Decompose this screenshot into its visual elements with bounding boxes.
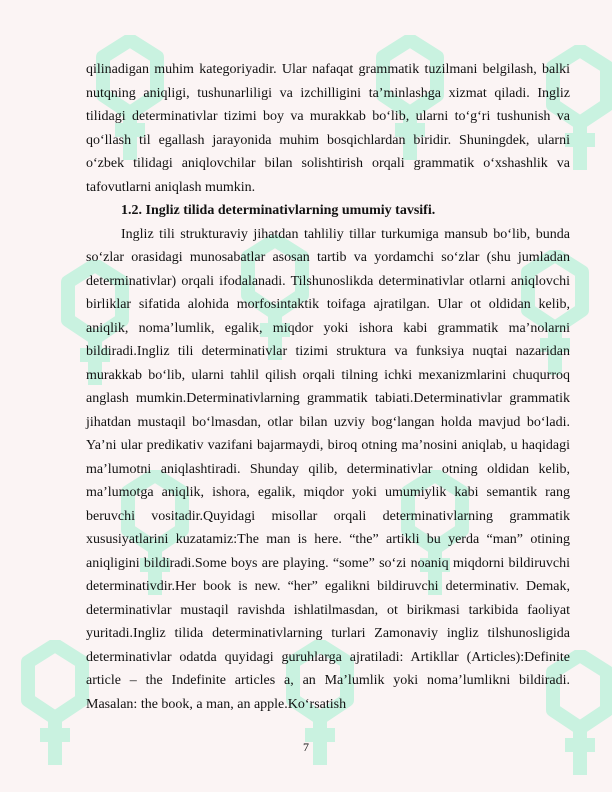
document-body [86,58,570,716]
section-heading: 1.2. Ingliz tilida determinativlarning umumiy tavsifi. [121,203,436,218]
paragraph-intro: qilinadigan muhim kategoriyadir. Ular nafaqat grammatik tuzilmani belgilash, balki nutqning aniqligi, tushunarliligi va izchilligini ta’minlashga xizmat qiladi. Ingliz tilidagi determinativlar tizimi boy va murakkab bo‘lib, ularni to‘g‘ri tushunish va qo‘llash til egallash jarayonida muhim bosqichlardan biridir. Shuningdek, ularni o‘zbek tilidagi aniqlovchilar bilan solishtirish orqali grammatik o‘xshashlik va tafovutlarni aniqlash mumkin. [86,62,570,195]
page-number: 7 [303,740,309,754]
paragraph-main: Ingliz tili strukturaviy jihatdan tahliliy tillar turkumiga mansub bo‘lib, bunda so‘zlar orasidagi munosabatlar asosan tartib va yordamchi so‘zlar (shu jumladan determinativlar) orqali ifodalanadi. Tilshunoslikda determinativlar otlarni aniqlovchi birliklar sifatida alohida morfosintaktik toifaga ajratilgan. Ular ot oldidan kelib, aniqlik, noma’lumlik, egalik, miqdor yoki ishora kabi grammatik ma’nolarni bildiradi.Ingliz tili determinativlar tizimi struktura va funksiya nuqtai nazaridan murakkab bo‘lib, ularni tahlil qilish orqali tilning ichki mexanizmlarini chuqurroq anglash mumkin.Determinativlarning grammatik tabiati.Determinativlar grammatik jihatdan mustaqil bo‘lmasdan, otlar bilan uzviy bog‘langan holda mavjud bo‘ladi. Ya’ni ular predikativ vazifani bajarmaydi, biroq otning ma’nosini aniqlab, u haqidagi ma’lumotni aniqlashtiradi. Shunday qilib, determinativlar otning oldidan kelib, ma’lumotga aniqlik, ishora, egalik, miqdor yoki umumiylik kabi semantik rang beruvchi vositadir.Quyidagi misollar orqali determinativlarning grammatik xususiyatlarini kuzatamiz:The man is here. “the” artikli bu yerda “man” otining aniqligini bildiradi.Some boys are playing. “some” so‘zi noaniq miqdorni bildiruvchi determinativdir.Her book is new. “her” egalikni bildiruvchi determinativ. Demak, determinativlar mustaqil ravishda ishlatilmasdan, ot birikmasi tarkibida faoliyat yuritadi.Ingliz tilida determinativlarning turlari Zamonaviy ingliz tilshunosligida determinativlar odatda quyidagi guruhlarga ajratiladi: Artikllar (Articles):Definite article – the Indefinite articles a, an Ma’lumlik yoki noma’lumlikni bildiradi. Masalan: the book, a man, an apple.Ko‘rsatish [86,226,570,712]
